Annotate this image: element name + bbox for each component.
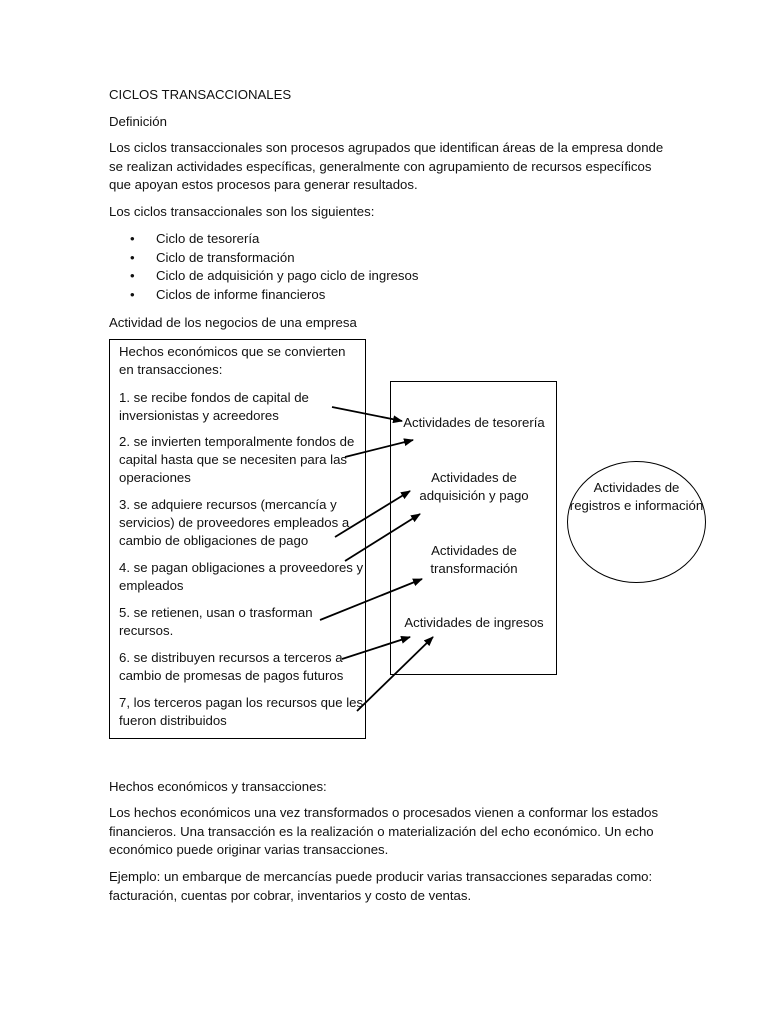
section2-paragraph-2: Ejemplo: un embarque de mercancías puede producir varias transacciones separadas como: facturación, cuentas por cobrar, inventarios y costo de ventas. bbox=[109, 869, 653, 903]
activity-transformation: Actividades de transformación bbox=[430, 543, 518, 576]
event-item-4: 4. se pagan obligaciones a proveedores y empleados bbox=[119, 560, 364, 593]
activity-acquisition-payment: Actividades de adquisición y pago bbox=[419, 470, 529, 503]
cycles-intro: Los ciclos transaccionales son los siguientes: bbox=[109, 204, 375, 219]
document-title: CICLOS TRANSACCIONALES bbox=[109, 87, 292, 102]
arrow-3 bbox=[335, 491, 410, 537]
definition-heading: Definición bbox=[109, 114, 167, 129]
event-item-5: 5. se retienen, usan o trasforman recursos. bbox=[119, 605, 313, 638]
event-item-3: 3. se adquiere recursos (mercancía y servicios) de proveedores empleados a cambio de obligaciones de pago bbox=[119, 497, 350, 548]
arrow-4 bbox=[345, 514, 420, 561]
arrow-5 bbox=[320, 579, 422, 620]
arrow-7 bbox=[357, 637, 433, 711]
list-item: • Ciclo de transformación bbox=[130, 249, 418, 268]
bullet-icon: • bbox=[130, 249, 135, 265]
list-item: • Ciclo de adquisición y pago ciclo de ingresos bbox=[130, 267, 418, 286]
activity-treasury: Actividades de tesorería bbox=[403, 415, 545, 430]
event-item-6: 6. se distribuyen recursos a terceros a cambio de promesas de pagos futuros bbox=[119, 650, 344, 683]
bullet-icon: • bbox=[130, 231, 135, 246]
event-item-7: 7, los terceros pagan los recursos que les fueron distribuidos bbox=[119, 695, 364, 728]
activity-revenue: Actividades de ingresos bbox=[404, 615, 544, 630]
section2-heading: Hechos económicos y transacciones: bbox=[109, 779, 327, 794]
arrow-2 bbox=[345, 440, 413, 457]
section2-paragraph-1: Los hechos económicos una vez transformados o procesados vienen a conformar los estados financieros. Una transacción es la realización o materialización del echo económico. Un echo económico puede originar varias transacciones. bbox=[109, 805, 659, 857]
list-item: • Ciclo de tesorería bbox=[130, 230, 418, 249]
definition-paragraph: Los ciclos transaccionales son procesos agrupados que identifican áreas de la empresa donde se realizan actividades específicas, generalmente con agrupamiento de recursos específicos que apoyan estos procesos para generar resultados. bbox=[109, 140, 664, 192]
bullet-icon: • bbox=[130, 268, 135, 284]
arrow-1 bbox=[332, 407, 402, 421]
diagram-title: Actividad de los negocios de una empresa bbox=[109, 315, 357, 330]
arrow-6 bbox=[342, 637, 410, 659]
records-label: Actividades de registros e información bbox=[569, 480, 704, 513]
events-header: Hechos económicos que se convierten en transacciones: bbox=[119, 344, 346, 377]
event-item-1: 1. se recibe fondos de capital de inversionistas y acreedores bbox=[119, 390, 309, 423]
event-item-2: 2. se invierten temporalmente fondos de capital hasta que se necesiten para las operaciones bbox=[119, 434, 355, 485]
bullet-icon: • bbox=[130, 286, 135, 302]
list-item: • Ciclos de informe financieros bbox=[130, 286, 418, 305]
